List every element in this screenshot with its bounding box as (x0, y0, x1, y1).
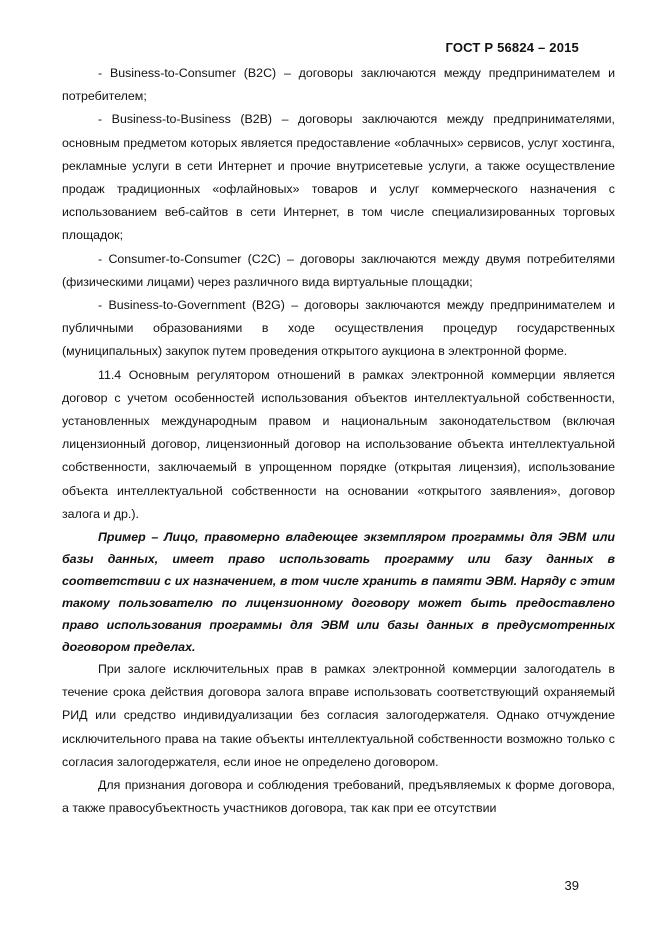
paragraph-pledge: При залоге исключительных прав в рамках электронной коммерции залогодатель в течение срока действия договора залога вправе использовать соответствующий охраняемый РИД или средство индивидуализации без согласия залогодержателя. Однако отчуждение исключительного права на такие объекты интеллектуальной собственности возможно только с согласия залогодержателя, если иное не определено договором. (62, 662, 615, 769)
paragraph-c2c: - Consumer-to-Consumer (C2C) – договоры заключаются между двумя потребителями (физическими лицами) через различного вида виртуальные площадки; (62, 251, 615, 289)
page-number: 39 (564, 878, 579, 893)
document-body (62, 62, 615, 820)
paragraph-b2c: - Business-to-Consumer (B2C) – договоры заключаются между предпринимателем и потребителем; (62, 66, 615, 104)
paragraph-contract-form: Для признания договора и соблюдения требований, предъявляемых к форме договора, а также правосубъектность участников договора, так как при ее отсутствии (62, 778, 615, 816)
example-paragraph: Пример – Лицо, правомерно владеющее экземпляром программы для ЭВМ или базы данных, имеет право использовать программу или базу данных в соответствии с их назначением, в том числе хранить в памяти ЭВМ. Наряду с этим такому пользователю по лицензионному договору может быть предоставлено право использования программы для ЭВМ или базы данных в предусмотренных договором пределах. (62, 530, 615, 655)
paragraph-11-4: 11.4 Основным регулятором отношений в рамках электронной коммерции является договор с учетом особенностей использования объектов интеллектуальной собственности, установленных международным правом и национальным законодательством (включая лицензионный договор, лицензионный договор на использование объекта интеллектуальной собственности, заключаемый в упрощенном порядке (открытая лицензия), использование объекта интеллектуальной собственности на основании «открытого заявления», договор залога и др.). (62, 367, 615, 521)
paragraph-b2b: - Business-to-Business (B2B) – договоры заключаются между предпринимателями, основным предметом которых является предоставление «облачных» сервисов, услуг хостинга, рекламные услуги в сети Интернет и прочие внутрисетевые услуги, а также осуществление продаж традиционных «офлайновых» товаров и услуг коммерческого назначения с использованием веб-сайтов в сети Интернет, в том числе специализированных торговых площадок; (62, 112, 615, 243)
paragraph-b2g: - Business-to-Government (B2G) – договоры заключаются между предпринимателем и публичными образованиями в ходе осуществления процедур государственных (муниципальных) закупок путем проведения открытого аукциона в электронной форме. (62, 298, 615, 359)
standard-header: ГОСТ Р 56824 – 2015 (445, 40, 579, 55)
